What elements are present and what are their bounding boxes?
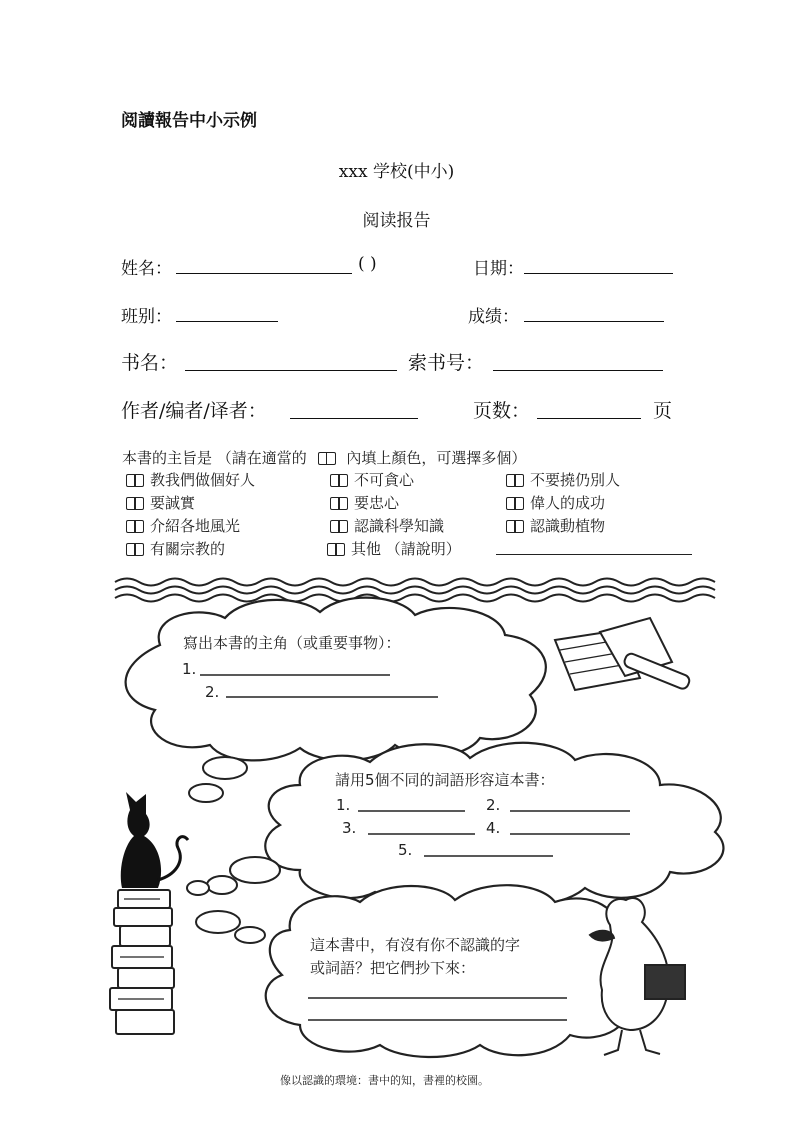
- pages-label: 页数：: [473, 400, 531, 422]
- illustration: [0, 570, 793, 1122]
- score-label: 成绩：: [468, 307, 519, 327]
- book-icon: [126, 497, 144, 510]
- book-stack-icon: [110, 890, 174, 1034]
- report-title: 阅读报告: [362, 211, 431, 231]
- theme-prompt-text-2: 內填上顏色，可選擇多個）: [346, 449, 527, 467]
- theme-option-label: 要誠實: [150, 494, 196, 512]
- other-explain-line[interactable]: [496, 554, 692, 555]
- book-icon: [330, 497, 348, 510]
- theme-option[interactable]: [126, 538, 225, 559]
- book-icon: [506, 497, 524, 510]
- book-icon: [506, 520, 524, 533]
- book-icon: [126, 543, 144, 556]
- theme-option-label: 其他 （請說明）: [351, 540, 461, 558]
- name-line[interactable]: [176, 273, 352, 274]
- cloud2-prompt: 請用5個不同的詞語形容這本書：: [335, 771, 555, 789]
- cat-icon: [121, 792, 188, 888]
- theme-option[interactable]: [330, 492, 399, 513]
- book-title-line[interactable]: [185, 370, 397, 371]
- call-number-label: 索书号：: [408, 352, 485, 374]
- theme-option-label: 認識科學知識: [354, 517, 445, 535]
- theme-option-label: 不可貪心: [354, 471, 415, 489]
- cloud2-line-number: 1.: [336, 796, 351, 814]
- theme-prompt: [122, 447, 526, 468]
- thought-cloud-1: [126, 598, 546, 761]
- call-number-line[interactable]: [493, 370, 663, 371]
- cloud2-line-number: 4.: [486, 819, 501, 837]
- theme-option[interactable]: [506, 469, 620, 490]
- document-heading: 阅讀報告中小示例: [121, 111, 257, 131]
- pages-line[interactable]: [537, 418, 641, 419]
- theme-option-label: 有關宗教的: [150, 540, 226, 558]
- theme-option-label: 教我們做個好人: [150, 471, 256, 489]
- theme-option-label: 不要撓仍別人: [530, 471, 621, 489]
- book-icon: [506, 474, 524, 487]
- author-line[interactable]: [290, 418, 418, 419]
- name-paren: ( ): [358, 254, 377, 274]
- cloud1-line-number: 1.: [182, 660, 197, 678]
- notebook-pen-icon: [555, 618, 691, 690]
- book-icon: [330, 474, 348, 487]
- theme-option[interactable]: [330, 469, 414, 490]
- book-icon: [318, 452, 336, 465]
- cloud3-prompt-line1: 這本書中，有沒有你不認識的字: [310, 936, 521, 954]
- name-label: 姓名：: [121, 259, 172, 279]
- pages-unit: 页: [653, 400, 673, 422]
- wave-divider: [115, 579, 715, 602]
- theme-option[interactable]: [126, 515, 240, 536]
- book-icon: [126, 520, 144, 533]
- theme-option-label: 偉人的成功: [530, 494, 606, 512]
- theme-option[interactable]: [126, 492, 195, 513]
- cloud3-prompt-line2: 或詞語？把它們抄下來：: [310, 959, 476, 977]
- theme-option[interactable]: [506, 515, 605, 536]
- cloud1-prompt: 寫出本書的主角（或重要事物）：: [183, 634, 401, 652]
- class-label: 班别：: [121, 307, 172, 327]
- score-line[interactable]: [524, 321, 664, 322]
- date-label: 日期：: [473, 259, 524, 279]
- book-icon: [327, 543, 345, 556]
- cloud1-line-number: 2.: [205, 683, 220, 701]
- theme-option[interactable]: [126, 469, 255, 490]
- book-title-label: 书名：: [121, 352, 179, 374]
- theme-prompt-text: 本書的主旨是 （請在適當的: [122, 449, 307, 467]
- author-label: 作者/编者/译者：: [121, 400, 267, 422]
- theme-option-label: 要忠心: [354, 494, 400, 512]
- cloud2-line-number: 2.: [486, 796, 501, 814]
- theme-option[interactable]: [327, 538, 461, 559]
- theme-option[interactable]: [506, 492, 605, 513]
- book-icon: [330, 520, 348, 533]
- cloud2-line-number: 3.: [342, 819, 357, 837]
- book-icon: [126, 474, 144, 487]
- theme-option-label: 介紹各地風光: [150, 517, 241, 535]
- class-line[interactable]: [176, 321, 278, 322]
- cloud2-line-number: 5.: [398, 841, 413, 859]
- theme-option[interactable]: [330, 515, 444, 536]
- school-name: xxx 学校(中小): [338, 162, 455, 182]
- date-line[interactable]: [524, 273, 673, 274]
- theme-option-label: 認識動植物: [530, 517, 606, 535]
- footer-note: 像以認識的環境：書中的知，書裡的校園。: [280, 1074, 489, 1087]
